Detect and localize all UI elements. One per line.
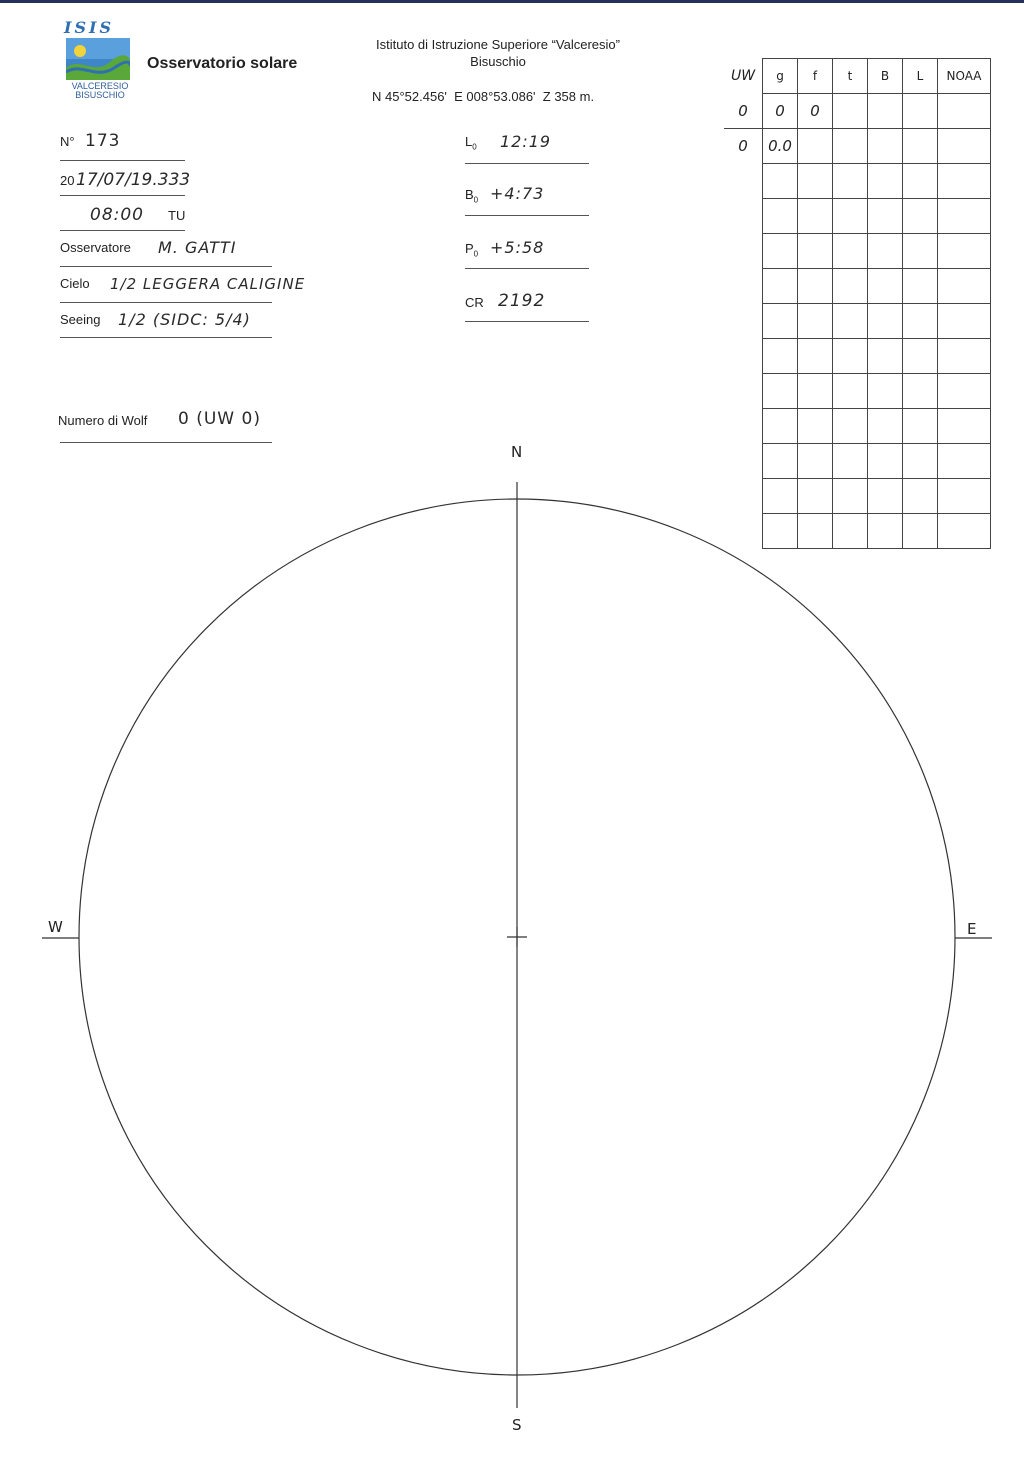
cr-value: 2192: [498, 291, 546, 311]
institute-name: Istituto di Istruzione Superiore “Valceresio”: [376, 37, 620, 52]
number-label: N°: [60, 134, 75, 149]
logo-caption: VALCERESIO BISUSCHIO: [71, 81, 129, 100]
p0-label: $P_0$: [465, 241, 479, 259]
logo-wordmark: ISIS: [64, 18, 115, 37]
table-cell: 0: [724, 94, 763, 129]
col-header-t: t: [833, 59, 868, 94]
col-header-g: g: [763, 59, 798, 94]
col-header-uw: UW: [730, 68, 756, 84]
col-header-l: L: [903, 59, 938, 94]
p0-value: +5:58: [490, 238, 545, 257]
time-unit: TU: [168, 208, 186, 223]
date-prefix: 20: [60, 173, 75, 188]
west-label: W: [48, 918, 63, 936]
number-value: 173: [85, 131, 121, 151]
col-header-f: f: [798, 59, 833, 94]
sky-value: 1/2 LEGGERA CALIGINE: [110, 275, 306, 293]
institute-town: Bisuschio: [470, 54, 526, 69]
south-label: S: [512, 1416, 522, 1434]
wolf-label: Numero di Wolf: [58, 413, 148, 428]
l0-value: 12:19: [500, 132, 552, 151]
sky-label: Cielo: [60, 276, 90, 291]
seeing-value: 1/2 (SIDC: 5/4): [118, 310, 251, 329]
date-value: 17/07/19.333: [76, 170, 191, 190]
b0-value: +4:73: [490, 184, 545, 203]
observer-label: Osservatore: [60, 240, 131, 255]
observer-value: M. GATTI: [158, 238, 237, 257]
col-header-noaa: NOAA: [938, 59, 991, 94]
site-coordinates: N 45°52.456' E 008°53.086' Z 358 m.: [372, 89, 595, 104]
wolf-value: 0 (UW 0): [178, 409, 261, 429]
page-title: Osservatorio solare: [147, 55, 298, 72]
table-cell: 0: [798, 94, 833, 129]
table-cell: 0.0: [763, 129, 798, 164]
b0-label: $B_0$: [465, 187, 479, 205]
seeing-label: Seeing: [60, 312, 101, 327]
table-cell: 0: [763, 94, 798, 129]
time-value: 08:00: [90, 205, 144, 225]
east-label: E: [967, 920, 977, 938]
col-header-b: B: [868, 59, 903, 94]
l0-label: $L_0$: [465, 134, 477, 152]
cr-label: CR: [465, 295, 484, 310]
north-label: N: [511, 443, 523, 461]
table-cell: 0: [738, 137, 748, 156]
